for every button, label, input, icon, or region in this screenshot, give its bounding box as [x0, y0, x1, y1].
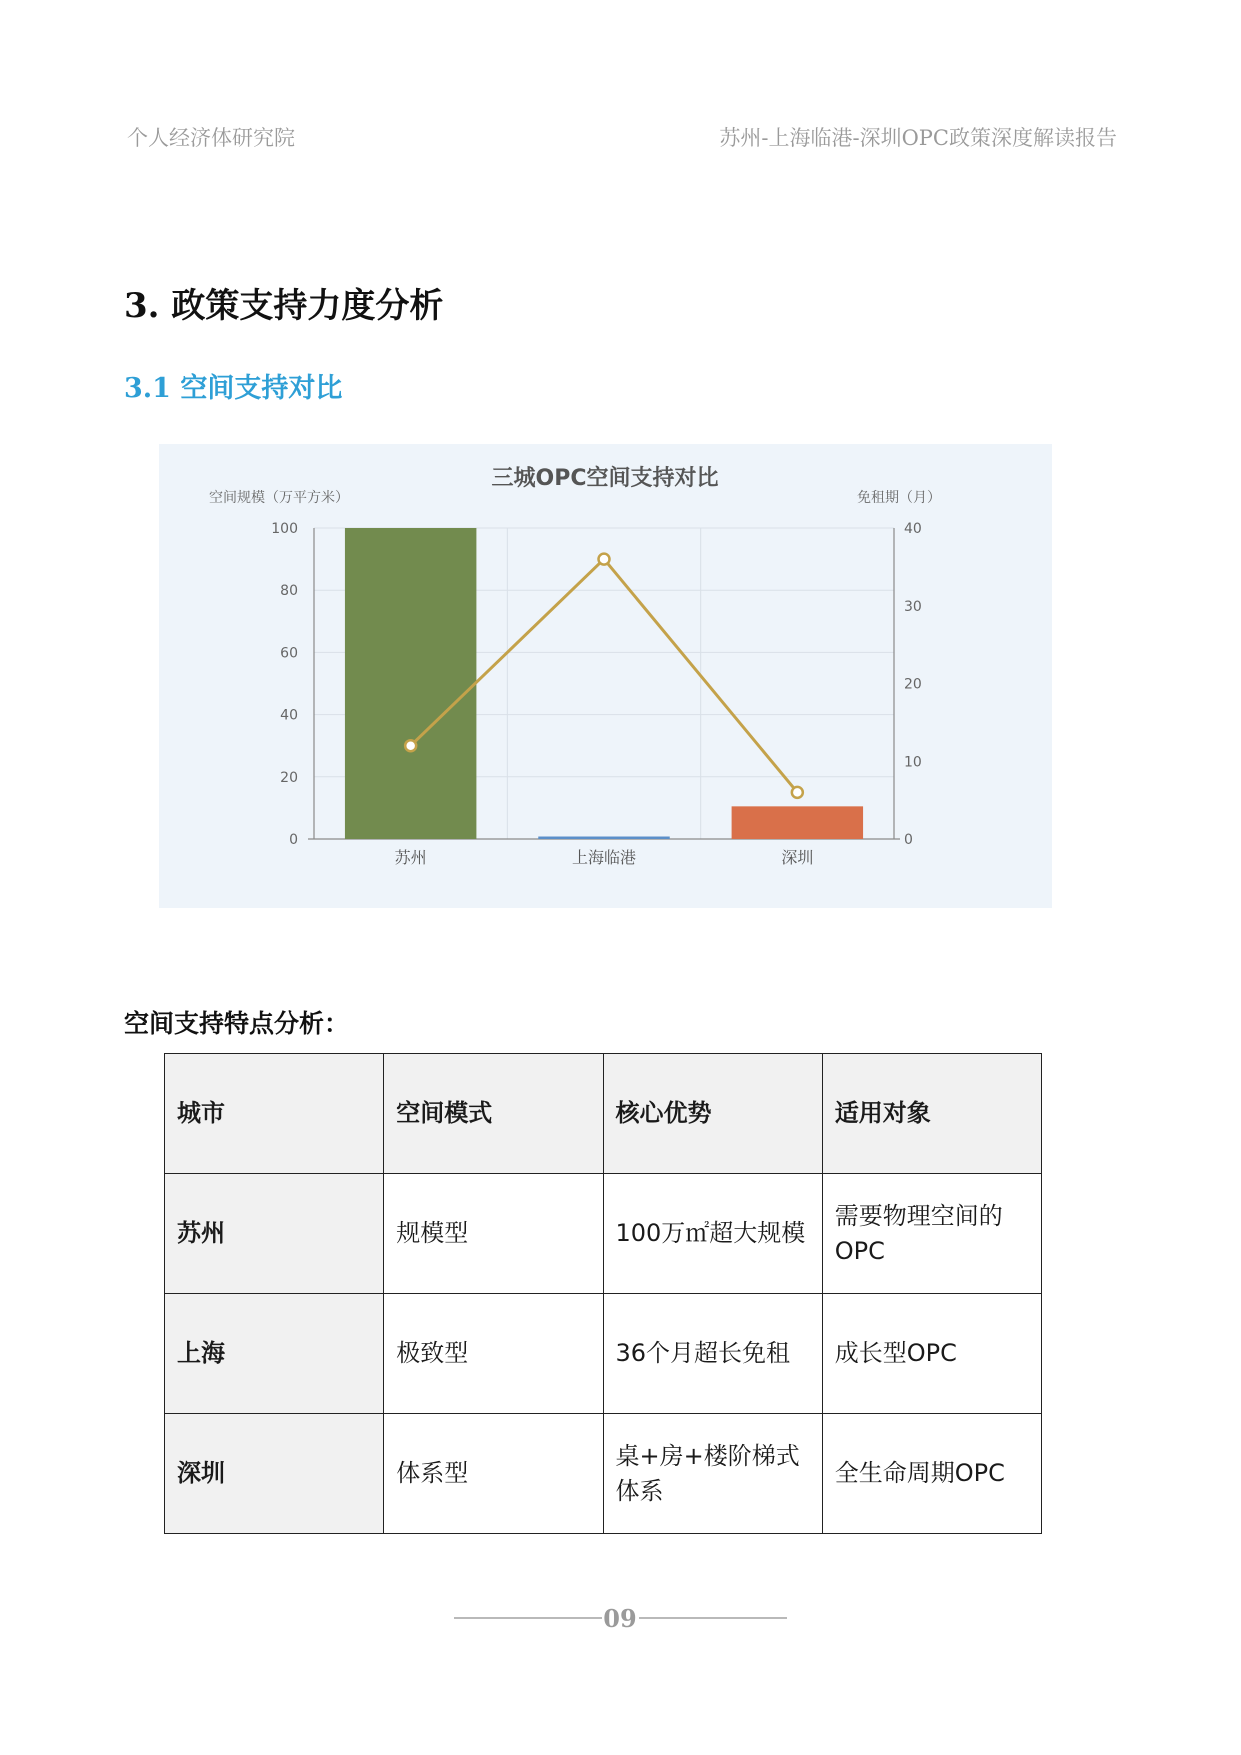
y-tick-label: 0 [289, 832, 298, 848]
chart-svg [159, 444, 1052, 908]
space-support-chart [159, 444, 1052, 908]
subsection-title: 3.1 空间支持对比 [124, 373, 343, 404]
y-tick-label: 60 [280, 645, 298, 662]
x-tick-label: 深圳 [781, 848, 814, 867]
y2-axis-title: 免租期（月） [857, 490, 941, 506]
footer-rule-left [454, 1617, 602, 1619]
y2-tick-label: 40 [904, 521, 922, 537]
page-footer [0, 1604, 1241, 1633]
x-tick-label: 上海临港 [571, 848, 637, 867]
bar-上海临港 [538, 837, 669, 839]
y-tick-label: 80 [280, 583, 298, 600]
chart-title: 三城OPC空间支持对比 [491, 466, 719, 491]
y-axis-title: 空间规模（万平方米） [209, 490, 349, 506]
cell-city: 苏州 [165, 1174, 384, 1294]
rent-free-point-上海临港 [599, 554, 610, 565]
table-row [165, 1174, 1042, 1294]
header-org-name: 个人经济体研究院 [127, 126, 295, 150]
rent-free-point-苏州 [405, 740, 416, 751]
y2-tick-label: 10 [904, 754, 922, 771]
cell-city: 深圳 [165, 1414, 384, 1534]
header-city: 城市 [165, 1054, 384, 1174]
y-tick-label: 40 [280, 707, 298, 724]
bar-深圳 [732, 806, 863, 839]
section-title: 3. 政策支持力度分析 [124, 286, 444, 326]
y-tick-label: 20 [280, 769, 298, 786]
table-row [165, 1294, 1042, 1414]
footer-rule-right [639, 1617, 787, 1619]
cell-target: 全生命周期OPC [822, 1414, 1041, 1534]
cell-space-mode: 体系型 [384, 1414, 603, 1534]
header-report-title: 苏州-上海临港-深圳OPC政策深度解读报告 [719, 126, 1117, 150]
y2-tick-label: 20 [904, 676, 922, 693]
header-target: 适用对象 [822, 1054, 1041, 1174]
cell-space-mode: 规模型 [384, 1174, 603, 1294]
y2-tick-label: 0 [904, 832, 913, 848]
x-tick-label: 苏州 [394, 848, 427, 867]
bar-苏州 [345, 528, 476, 839]
cell-core-advantage: 36个月超长免租 [603, 1294, 822, 1414]
cell-core-advantage: 桌+房+楼阶梯式体系 [603, 1414, 822, 1534]
cell-target: 需要物理空间的OPC [822, 1174, 1041, 1294]
analysis-title: 空间支持特点分析： [124, 1009, 350, 1038]
header-space-mode: 空间模式 [384, 1054, 603, 1174]
y2-tick-label: 30 [904, 598, 922, 615]
cell-city: 上海 [165, 1294, 384, 1414]
page-number: 09 [603, 1604, 637, 1633]
space-features-table [164, 1053, 1042, 1534]
header-core-advantage: 核心优势 [603, 1054, 822, 1174]
y-tick-label: 100 [271, 521, 298, 537]
table-row [165, 1414, 1042, 1534]
cell-space-mode: 极致型 [384, 1294, 603, 1414]
cell-target: 成长型OPC [822, 1294, 1041, 1414]
rent-free-point-深圳 [792, 787, 803, 798]
cell-core-advantage: 100万㎡超大规模 [603, 1174, 822, 1294]
table-header-row [165, 1054, 1042, 1174]
